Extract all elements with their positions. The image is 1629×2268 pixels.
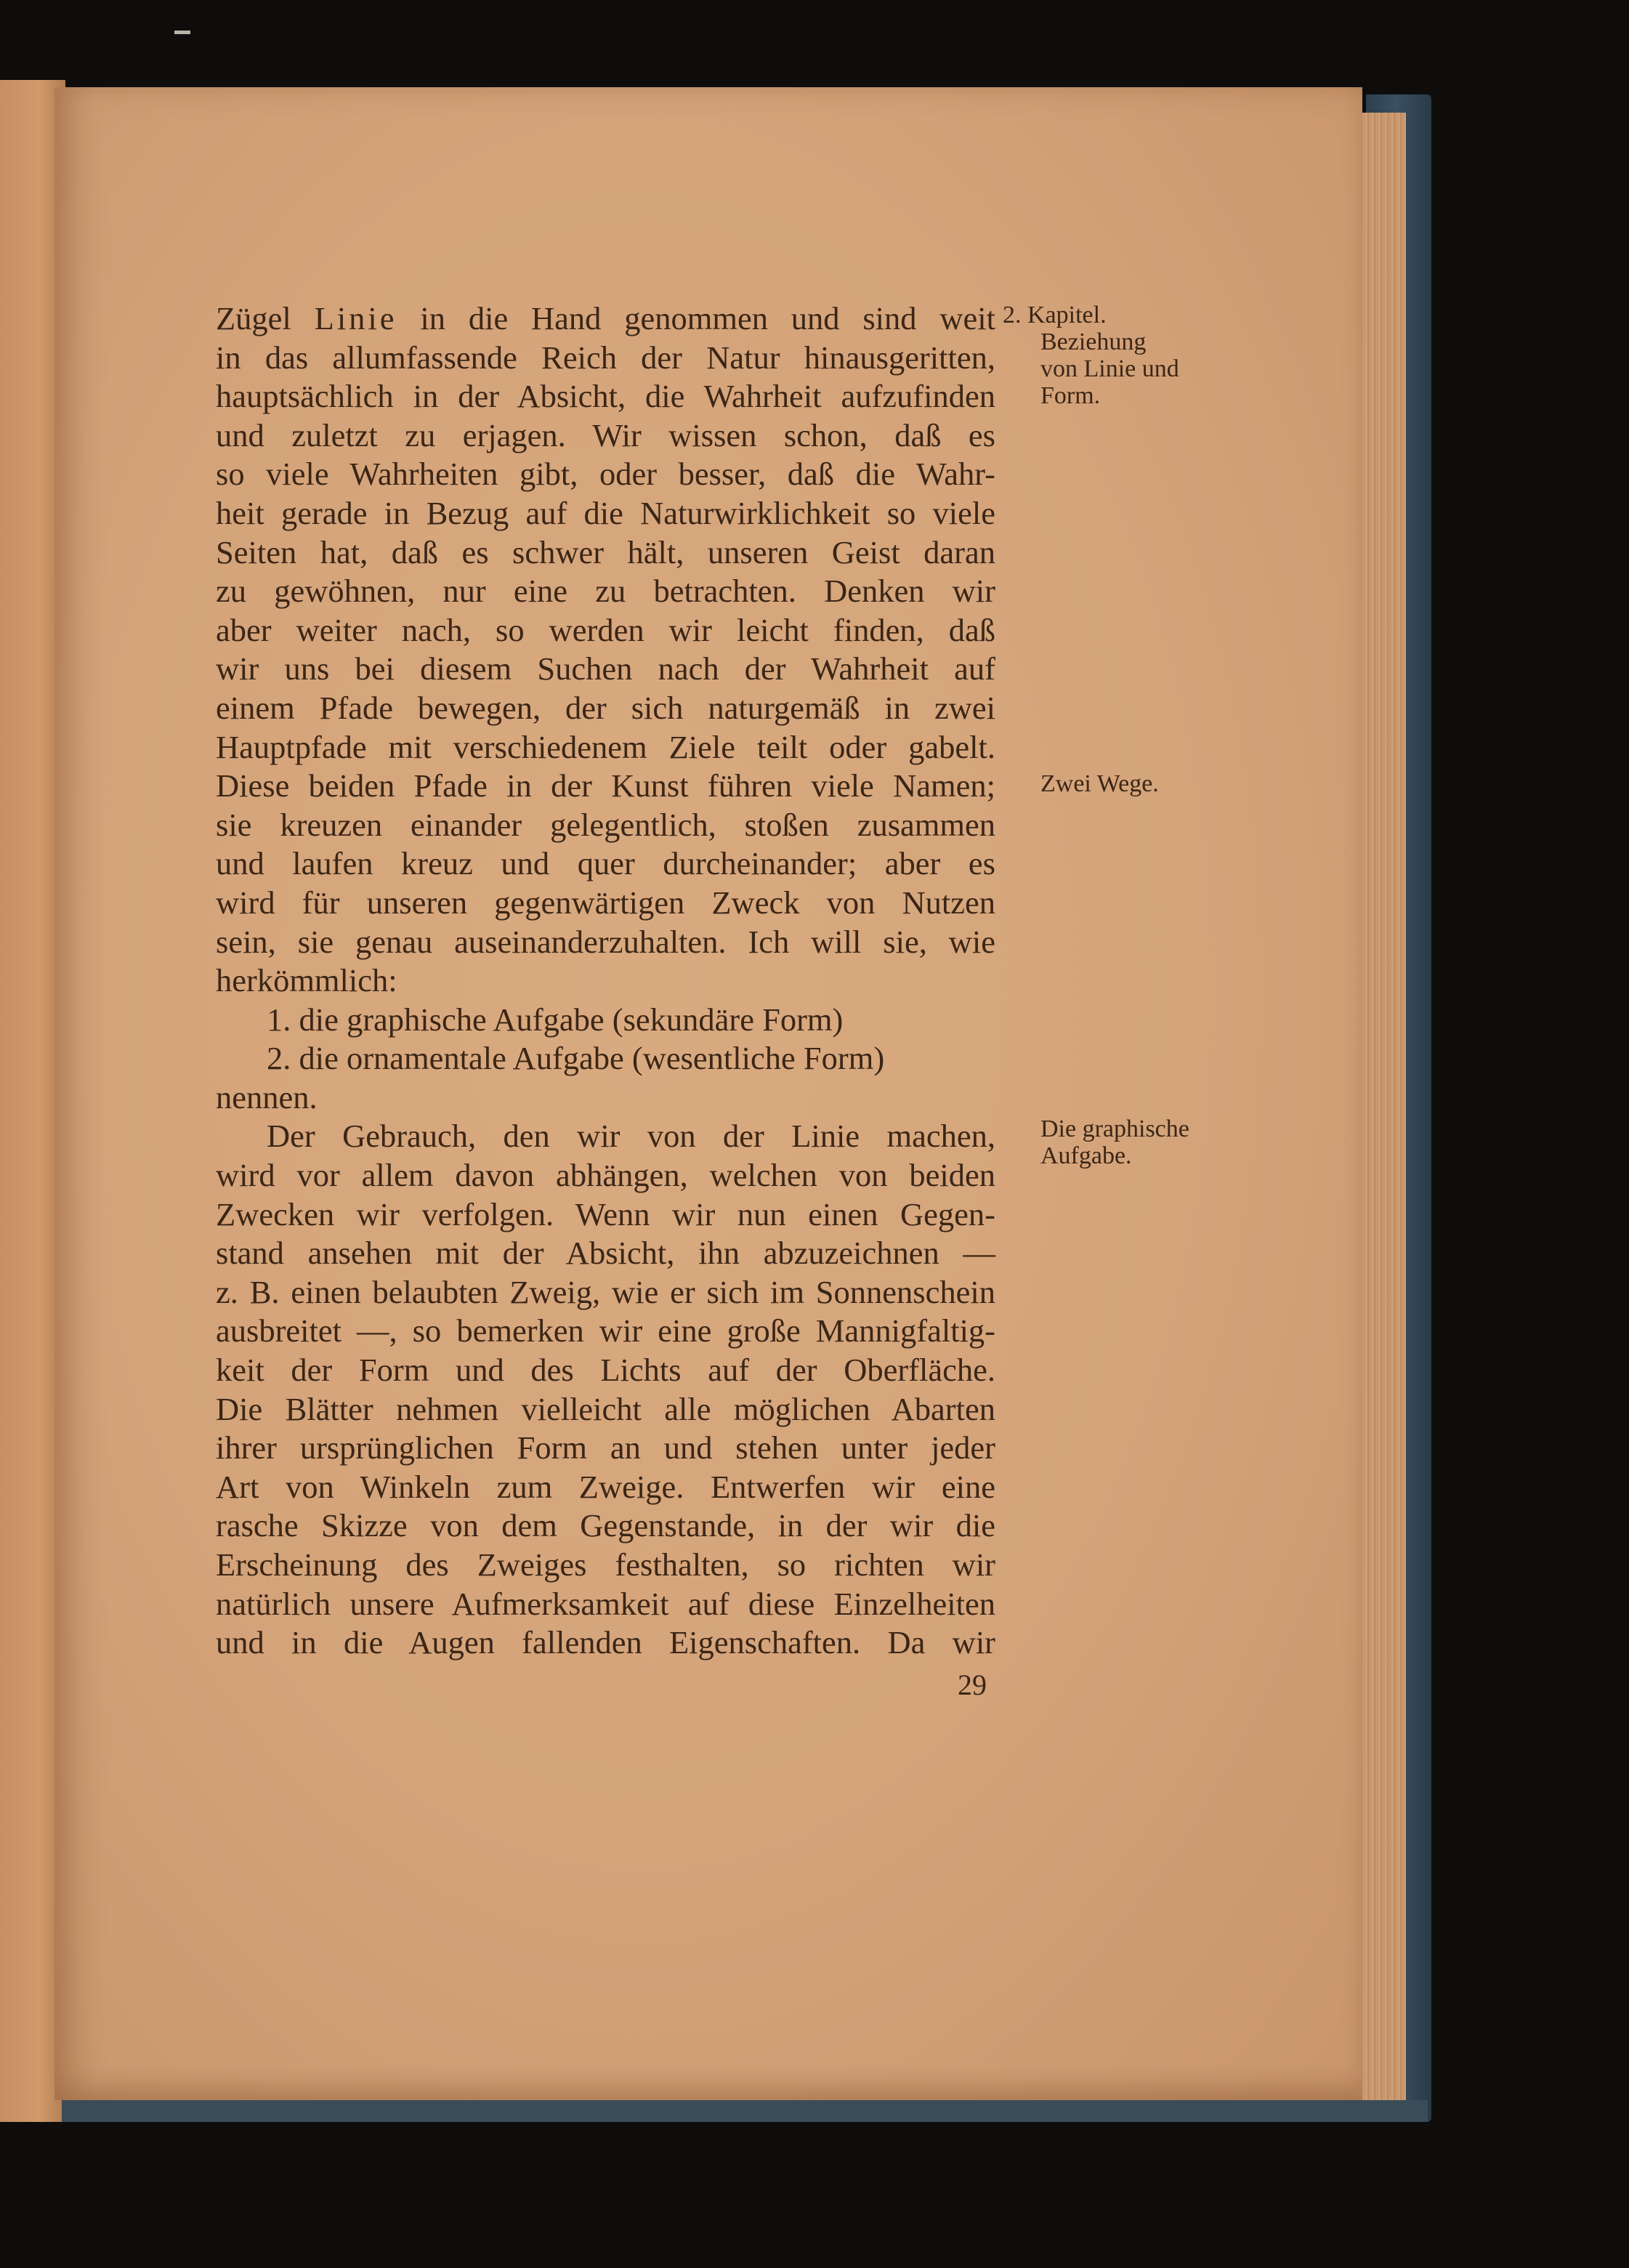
text-line: wird für unseren gegenwärtigen Zweck von Nutzen	[216, 884, 995, 921]
text-line: heit gerade in Bezug auf die Naturwirklichkeit so viele	[216, 494, 995, 531]
list-item: 2. die ornamentale Aufgabe (wesentliche Form)	[267, 1040, 885, 1077]
margin-note-line: von Linie und	[1040, 355, 1179, 382]
list-item: 1. die graphische Aufgabe (sekundäre Form)	[267, 1001, 844, 1038]
text-line: und zuletzt zu erjagen. Wir wissen schon, daß es	[216, 416, 995, 453]
text-line: ihrer ursprünglichen Form an und stehen unter jeder	[216, 1429, 995, 1466]
text-line: Erscheinung des Zweiges festhalten, so richten wir	[216, 1546, 995, 1583]
text-line: ausbreitet —, so bemerken wir eine große Mannigfaltig-	[216, 1312, 995, 1349]
text-line: keit der Form und des Lichts auf der Oberfläche.	[216, 1352, 995, 1389]
text-line: rasche Skizze von dem Gegenstande, in der wir die	[216, 1507, 995, 1544]
page-number: 29	[958, 1668, 987, 1701]
text-line: Die Blätter nehmen vielleicht alle möglichen Abarten	[216, 1390, 995, 1427]
text-line: hauptsächlich in der Absicht, die Wahrheit aufzufinden	[216, 378, 995, 415]
text-line: und laufen kreuz und quer durcheinander; aber es	[216, 845, 995, 882]
text-line-1: Zügel Linie in die Hand genommen und sind weit	[216, 300, 995, 336]
text-line: wir uns bei diesem Suchen nach der Wahrheit auf	[216, 650, 995, 687]
margin-note-line: Beziehung	[1040, 328, 1147, 355]
margin-note-line: Aufgabe.	[1040, 1142, 1132, 1169]
text-line: Seiten hat, daß es schwer hält, unseren Geist daran	[216, 533, 995, 570]
margin-note-line: Form.	[1040, 382, 1101, 409]
text-line: wird vor allem davon abhängen, welchen von beiden	[216, 1157, 995, 1194]
text-line: und in die Augen fallenden Eigenschaften. Da wir	[216, 1624, 995, 1661]
text-line: herkömmlich:	[216, 962, 397, 999]
text-line: natürlich unsere Aufmerksamkeit auf diese Einzelheiten	[216, 1585, 995, 1622]
text-line: aber weiter nach, so werden wir leicht finden, daß	[216, 611, 995, 648]
text-line: Hauptpfade mit verschiedenem Ziele teilt oder gabelt.	[216, 728, 995, 765]
paragraph-start: Der Gebrauch, den wir von der Linie machen,	[267, 1118, 995, 1155]
margin-note-graphic-task	[1040, 1115, 1215, 1169]
emphasized-word: Linie	[314, 300, 397, 336]
text-line: in das allumfassende Reich der Natur hinausgeritten,	[216, 339, 995, 376]
margin-note-line: Zwei Wege.	[1040, 770, 1159, 797]
text-line: z. B. einen belaubten Zweig, wie er sich im Sonnenschein	[216, 1273, 995, 1310]
text-line: stand ansehen mit der Absicht, ihn abzuzeichnen —	[216, 1235, 995, 1272]
text-line: Zwecken wir verfolgen. Wenn wir nun einen Gegen-	[216, 1195, 995, 1232]
text-line: nennen.	[216, 1078, 318, 1115]
margin-note-two-ways	[1040, 770, 1215, 797]
text-line: einem Pfade bewegen, der sich naturgemäß in zwei	[216, 689, 995, 726]
margin-note-line: Die graphische	[1040, 1115, 1189, 1142]
margin-note-line: 2. Kapitel.	[1003, 302, 1107, 328]
text-line: Diese beiden Pfade in der Kunst führen viele Namen;	[216, 767, 995, 804]
scan-mark	[174, 31, 190, 34]
text-line: sein, sie genau auseinanderzuhalten. Ich will sie, wie	[216, 923, 995, 960]
text-line: Art von Winkeln zum Zweige. Entwerfen wir eine	[216, 1468, 995, 1505]
text-line: zu gewöhnen, nur eine zu betrachten. Denken wir	[216, 573, 995, 610]
text-line: so viele Wahrheiten gibt, oder besser, daß die Wahr-	[216, 456, 995, 493]
book-cover-bottom	[62, 2100, 1428, 2122]
text-line: sie kreuzen einander gelegentlich, stoßen zusammen	[216, 806, 995, 843]
margin-note-chapter	[1003, 302, 1177, 409]
body-text	[216, 299, 995, 1663]
